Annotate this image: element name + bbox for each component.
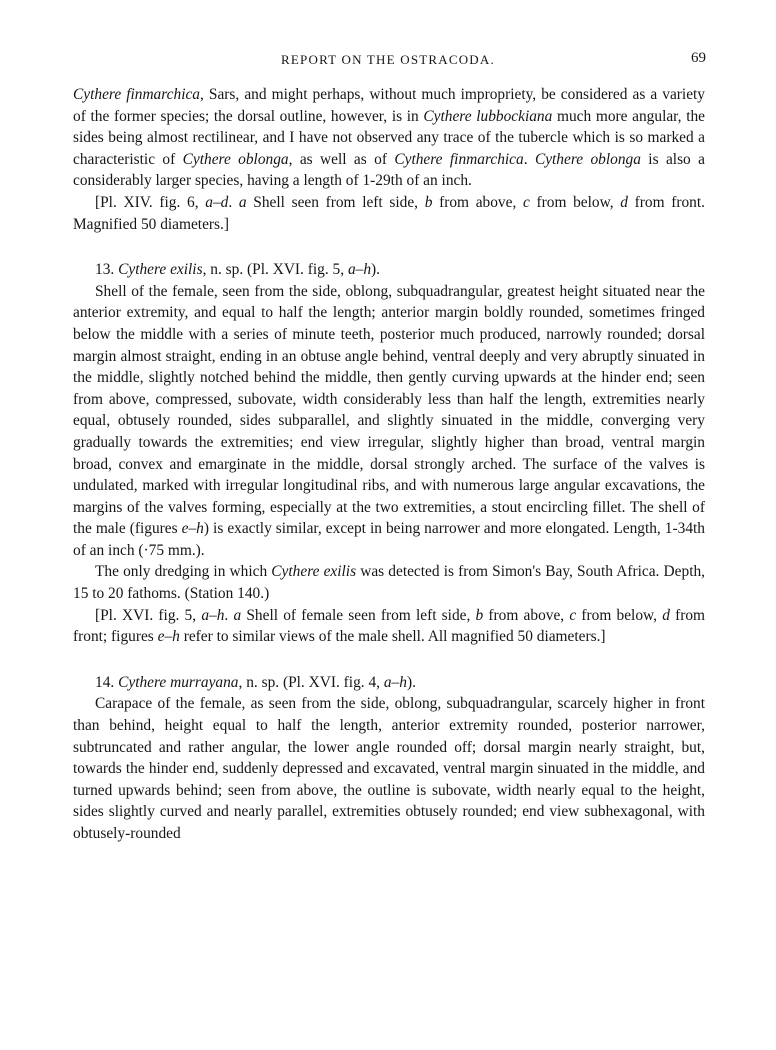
text-run: , n. sp. (Pl. XVI. fig. 4, <box>238 673 384 691</box>
figure-letter: a–d <box>205 193 229 211</box>
text-run: Shell of the female, seen from the side, oblong, subquadrangular, greatest height situated near the anterior extremity, and equal to half the length; anterior margin boldly rounded, sometimes fringed below the middle with a series of minute teeth, posterior much produced, narrowly rounded; dorsal margin almost straight, ending in an obtuse angle behind, ventral deeply and very abruptly sinuated in the middle, slightly notched behind the middle, then gently curving upwards at the hinder end; seen from above, compressed, subovate, width considerably less than half the length, extremities nearly equal, obtusely rounded, sides subparallel, and slightly sinuated in the middle, converging very gradually towards the extremities; end view irregular, slightly higher than broad, ventral margin broad, convex and emarginate in the middle, dorsal strongly arched. The surface of the valves is undulated, marked with irregular longitudinal ribs, and with numerous large angular excavations, the margins of the valves forming, especially at the two extremities, a stout encircling fillet. The shell of the male (figures <box>73 282 705 538</box>
figure-letter: b <box>475 606 484 624</box>
figure-letter: d <box>662 606 670 624</box>
species-name: Cythere lubbockiana <box>423 107 553 125</box>
species-heading-14 <box>73 672 705 694</box>
paragraph-cythere-murrayana-description <box>73 693 705 844</box>
species-name: Cythere finmarchica <box>394 150 524 168</box>
text-run: , as well as of <box>288 150 395 168</box>
figure-letter: d <box>620 193 628 211</box>
page-header <box>70 50 706 72</box>
text-run: from front; figures <box>73 606 706 646</box>
text-run: Shell seen from left side, <box>246 193 425 211</box>
text-run: much more angular, the sides being almost rectilinear, and I have not observed any trace of the tubercle which is so marked a characteristic of <box>73 107 706 168</box>
text-run: . <box>228 193 239 211</box>
paragraph-cythere-exilis-description <box>73 281 705 562</box>
text-run: refer to similar views of the male shell. All magnified 50 diameters.] <box>179 628 606 646</box>
running-title: REPORT ON THE OSTRACODA. <box>281 52 495 67</box>
text-run: from below, <box>529 193 621 211</box>
species-name: Cythere oblonga <box>534 150 641 168</box>
species-name: Cythere exilis <box>271 563 357 581</box>
text-run: . <box>523 150 535 168</box>
species-name: Cythere oblonga <box>182 150 289 168</box>
figure-letter: a <box>233 606 242 624</box>
paragraph-cythere-oblonga-comparison <box>73 84 705 192</box>
paragraph-cythere-exilis-locality <box>73 561 705 604</box>
text-run: from above, <box>432 193 523 211</box>
text-run: from front. Magnified 50 diameters.] <box>73 193 705 233</box>
figure-letter: e–h <box>181 520 204 538</box>
plate-reference-pl-xiv <box>73 192 705 235</box>
text-run: from below, <box>576 606 663 624</box>
species-name: Cythere murrayana <box>118 673 239 691</box>
text-run: was detected is from Simon's Bay, South Africa. Depth, 15 to 20 fathoms. (Station 140.) <box>73 563 706 603</box>
species-number: 13. <box>95 261 119 279</box>
text-run: Shell of female seen from left side, <box>241 606 476 624</box>
species-name: Cythere exilis <box>118 261 203 279</box>
page-body <box>73 84 705 845</box>
text-run: from above, <box>483 606 570 624</box>
text-run: Carapace of the female, as seen from the side, oblong, subquadrangular, scarcely higher in front than behind, height equal to half the length, anterior extremity rounded, posterior narrower, subtruncated and rather angular, the lower angle rounded off; dorsal margin nearly straight, but, towards the hinder end, suddenly depressed and excavated, ventral margin sinuated in the middle, and turned upwards behind; seen from above, the outline is subovate, width nearly equal to the height, sides slightly curved and nearly parallel, extremities obtusely rounded; end view subhexagonal, with obtusely-rounded <box>73 695 705 842</box>
text-run: , Sars, and might perhaps, without much impropriety, be considered as a variety of the former species; the dorsal outline, however, is in <box>73 86 705 125</box>
figure-letter: a–h <box>347 261 372 279</box>
text-run: ). <box>371 261 381 279</box>
figure-letter: a–h <box>201 606 225 624</box>
plate-reference-pl-xvi-fig5 <box>73 605 705 648</box>
text-run: [Pl. XIV. fig. 6, <box>95 193 206 211</box>
species-heading-13 <box>73 259 705 281</box>
text-run: . <box>224 606 234 624</box>
figure-letter: b <box>424 193 433 211</box>
figure-letter: a <box>238 193 247 211</box>
figure-letter: c <box>522 193 530 211</box>
figure-letter: e–h <box>157 628 180 646</box>
figure-letter: c <box>569 606 577 624</box>
text-run: The only dredging in which <box>95 563 272 581</box>
figure-letter: a–h <box>383 673 407 691</box>
text-run: [Pl. XVI. fig. 5, <box>95 606 202 624</box>
species-number: 14. <box>95 673 119 691</box>
text-run: , n. sp. (Pl. XVI. fig. 5, <box>202 261 348 279</box>
text-run: ) is exactly similar, except in being narrower and more elongated. Length, 1-34th of an inch (·75 mm.). <box>73 520 705 559</box>
text-run: is also a considerably larger species, having a length of 1-29th of an inch. <box>73 150 705 190</box>
text-run: ). <box>406 673 416 691</box>
species-name: Cythere finmarchica <box>73 86 201 103</box>
page-number: 69 <box>691 50 706 66</box>
